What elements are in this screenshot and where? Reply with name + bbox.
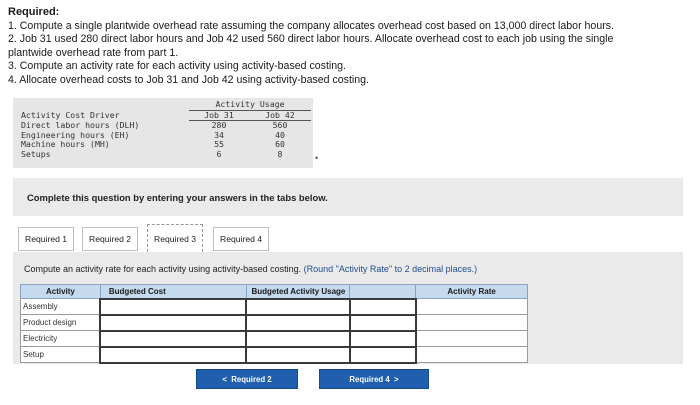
instructions-banner: [13, 178, 683, 216]
activity-rate-input[interactable]: [416, 315, 528, 331]
usage-unit-input[interactable]: [350, 347, 416, 363]
budgeted-usage-input[interactable]: [246, 299, 350, 315]
budgeted-cost-input[interactable]: [100, 315, 246, 331]
job42-value: 60: [275, 139, 285, 150]
activity-rate-input[interactable]: [416, 299, 528, 315]
instructions-text: Complete this question by entering your answers in the tabs below.: [27, 192, 328, 203]
requirements-block: [8, 6, 696, 87]
activity-usage-header: Activity Usage: [189, 100, 311, 110]
job31-column-header: Job 31: [189, 110, 249, 121]
requirement-4: 4. Allocate overhead costs to Job 31 and Job 42 using activity-based costing.: [8, 73, 369, 86]
job42-value: 560: [272, 120, 288, 131]
job31-value: 34: [214, 129, 224, 140]
activity-rate-input[interactable]: [416, 347, 528, 363]
usage-unit-input[interactable]: [350, 315, 416, 331]
budgeted-cost-input[interactable]: [100, 347, 246, 363]
instruction-note: (Round "Activity Rate" to 2 decimal places.): [303, 264, 478, 274]
activity-rate-table: [20, 284, 528, 364]
job42-value: 8: [277, 148, 283, 159]
usage-unit-input[interactable]: [350, 331, 416, 347]
activity-driver-table: [21, 100, 311, 160]
job31-value: 280: [211, 120, 227, 131]
panel-instruction: [24, 264, 477, 274]
job42-column-header: Job 42: [249, 110, 311, 121]
table-row: [21, 347, 528, 363]
requirement-3: 3. Compute an activity rate for each activity using activity-based costing.: [8, 60, 346, 72]
driver-column-header: Activity Cost Driver: [21, 109, 120, 120]
required-3-panel: [13, 252, 683, 364]
activity-label: Setup: [21, 347, 101, 363]
table-row: [21, 315, 528, 331]
chevron-left-icon: <: [222, 375, 227, 384]
budgeted-cost-column-header: Budgeted Cost: [100, 285, 246, 299]
budgeted-usage-input[interactable]: [246, 331, 350, 347]
budgeted-cost-input[interactable]: [100, 331, 246, 347]
requirements-list: [8, 20, 696, 88]
driver-name: Engineering hours (EH): [21, 129, 130, 140]
requirements-heading: Required:: [8, 6, 60, 18]
table-row: [21, 299, 528, 315]
usage-unit-input[interactable]: [350, 299, 416, 315]
table-row: [21, 150, 311, 160]
instruction-main: Compute an activity rate for each activity using activity-based costing.: [24, 264, 302, 274]
requirement-2: 2. Job 31 used 280 direct labor hours and Job 42 used 560 direct labor hours. Allocate overhead cost to each job using the single: [8, 33, 614, 45]
previous-button-label: Required 2: [231, 375, 272, 384]
next-button-label: Required 4: [349, 375, 390, 384]
activity-rate-input[interactable]: [416, 331, 528, 347]
requirement-2-cont: plantwide overhead rate from part 1.: [8, 46, 179, 59]
activity-label: Electricity: [21, 331, 101, 347]
activity-label: Product design: [21, 315, 101, 331]
usage-unit-column-header: [350, 285, 416, 299]
driver-name: Direct labor hours (DLH): [21, 119, 140, 130]
tab-required-4[interactable]: Required 4: [213, 227, 269, 251]
budgeted-usage-column-header: Budgeted Activity Usage: [246, 285, 350, 299]
table-row: [21, 331, 528, 347]
tab-required-2[interactable]: Required 2: [82, 227, 138, 251]
budgeted-usage-input[interactable]: [246, 315, 350, 331]
budgeted-cost-input[interactable]: [100, 299, 246, 315]
job42-value: 40: [275, 129, 285, 140]
job31-value: 55: [214, 139, 224, 150]
activity-column-header: Activity: [21, 285, 101, 299]
table-row: [21, 140, 311, 150]
previous-required-button[interactable]: [196, 369, 298, 389]
job31-value: 6: [216, 148, 222, 159]
activity-driver-box: [13, 98, 319, 168]
next-required-button[interactable]: [319, 369, 429, 389]
activity-label: Assembly: [21, 299, 101, 315]
tab-required-1[interactable]: Required 1: [18, 227, 74, 251]
chevron-right-icon: >: [394, 375, 399, 384]
activity-rate-column-header: Activity Rate: [416, 285, 528, 299]
tab-required-3[interactable]: Required 3: [147, 224, 203, 252]
driver-name: Machine hours (MH): [21, 139, 110, 150]
driver-name: Setups: [21, 148, 51, 159]
requirement-1: 1. Compute a single plantwide overhead rate assuming the company allocates overhead cost based on 13,000 direct labor hours.: [8, 19, 614, 32]
budgeted-usage-input[interactable]: [246, 347, 350, 363]
check-mark-icon: •: [315, 153, 319, 163]
